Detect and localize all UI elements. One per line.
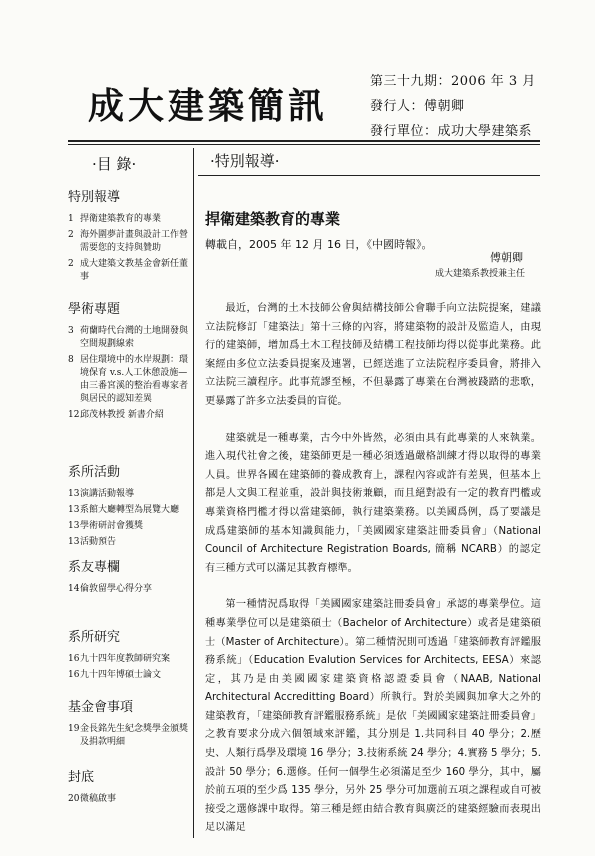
toc-item-text: 海外圍夢計畫與設計工作營需要您的支持與贊助: [80, 230, 189, 253]
toc-item[interactable]: [68, 354, 190, 406]
toc-item[interactable]: [68, 793, 190, 806]
toc-item[interactable]: [68, 669, 190, 682]
toc-item-page: 14: [68, 584, 80, 594]
toc-item[interactable]: [68, 258, 190, 284]
toc-item[interactable]: [68, 504, 190, 517]
toc-item[interactable]: [68, 325, 190, 351]
article-author: 傅朝卿: [490, 251, 523, 264]
publisher-line: 發行人：傅朝卿: [370, 99, 465, 114]
toc-section: [68, 298, 190, 425]
toc-item[interactable]: [68, 653, 190, 666]
article-paragraph: 建築就是一種專業，古今中外皆然，必須由具有此專業的人來執業。進入現代社會之後，建築師更是一種必須透過嚴格訓練才得以取得的專業人員。世界各國在建築師的養成教育上，課程內容或許有差異，但基本上都是人文與工程並重，設計與技術兼顧，而且絕對設有一定的教育門檻或專業資格門檻才得以當建築師，執行建築業務。以美國爲例，爲了要議是成爲建築師的基本知識與能力，「美國國家建築註冊委員會」（National Council of Architecture Registration Boards, 簡稱 NCARB）的認定有三種方式可以滿足其教育標準。: [205, 432, 541, 574]
toc-item[interactable]: [68, 723, 190, 749]
toc-section-title: 系所活動: [68, 465, 121, 480]
toc-item-text: 微稿啟事: [80, 794, 117, 804]
article-body: [205, 300, 541, 856]
toc-item-text: 居住環境中的水岸規劃：環境保育 v.s.人工休憩設施—由三番宮溪的整治看專家者與居民的認知差異: [80, 355, 189, 404]
toc-item-page: 2: [68, 259, 74, 269]
article-title: 捍衛建築教育的專業: [205, 210, 341, 228]
toc-item-page: 13: [68, 521, 80, 531]
toc-heading: ·目 錄·: [92, 155, 137, 173]
toc-item-page: 20: [68, 794, 80, 804]
issue-line: 第三十九期：2006 年 3 月: [370, 74, 536, 89]
toc-item-text: 金長銘先生紀念獎學金頒獎及捐款明細: [80, 724, 189, 747]
article-author-title: 成大建築系教授兼主任: [435, 269, 526, 279]
toc-section: [68, 696, 190, 752]
publishing-unit-line: 發行單位：成功大學建築系: [370, 124, 533, 139]
masthead-rule-top: [68, 140, 540, 142]
toc-item-page: 3: [68, 326, 74, 336]
toc-item-text: 學術研討會獲獎: [80, 521, 144, 531]
feature-heading-rule: [198, 175, 540, 176]
feature-heading: ·特別報導·: [210, 152, 280, 170]
toc-item[interactable]: [68, 213, 190, 226]
toc-section: [68, 766, 190, 809]
article-source: 轉載自，2005 年 12 月 16 日，《中國時報》。: [205, 238, 433, 251]
column-divider: [193, 148, 194, 838]
toc-item-text: 九十四年度教師研究案: [80, 654, 171, 664]
toc-item-page: 1: [68, 214, 74, 224]
toc-item[interactable]: [68, 488, 190, 501]
toc-section-title: 學術專題: [68, 302, 121, 317]
toc-item-page: 12: [68, 410, 80, 420]
toc-item-text: 九十四年博碩士論文: [80, 670, 162, 680]
toc-section-title: 系所研究: [68, 630, 121, 645]
toc-item-text: 倫敦留學心得分享: [80, 584, 153, 594]
toc-item[interactable]: [68, 583, 190, 596]
toc-item-page: 16: [68, 654, 80, 664]
toc-section: [68, 186, 190, 287]
toc-item-page: 19: [68, 724, 80, 734]
toc-item-page: 13: [68, 489, 80, 499]
toc-item[interactable]: [68, 409, 190, 422]
toc-section-title: 系友專欄: [68, 560, 121, 575]
toc-item[interactable]: [68, 536, 190, 549]
toc-section: [68, 626, 190, 685]
toc-item-text: 邱茂林教授 新書介紹: [80, 410, 164, 420]
toc-item-page: 13: [68, 505, 80, 515]
toc-item-text: 演講活動報導: [80, 489, 135, 499]
toc-item-text: 成大建築文教基金會新任董事: [80, 259, 189, 282]
masthead-rule-bottom: [68, 144, 540, 145]
toc-item-page: 2: [68, 230, 74, 240]
toc-section-title: 基金會事項: [68, 700, 134, 715]
article-paragraph: 第一種情況爲取得「美國國家建築註冊委員會」承認的專業學位。這種專業學位可以是建築碩士（Bachelor of Architecture）或者是建築碩士（Master of Architecture）。第二種情況則可透過「建築師教育評鑑服務系統」（Education Evalution Services for Architects, EESA）來認定，其乃是由美國國家建築資格認證委員會（NAAB, National Architectural Accreditting Board）所執行。對於美國與加拿大之外的建築教育，「建築師教育評鑑服務系統」是依「美國國家建築註冊委員會」之教育要求分成六個領域來評鑑，其分別是 1.共同科目 40 學分；2.歷史、人類行爲學及環境 16 學分；3.技術系統 24 學分；4.實務 5 學分；5.設計 50 學分；6.選修。任何一個學生必須滿足至少 160 學分，其中，屬於前五項的至少爲 135 學分，另外 25 學分可加選前五項之課程或自可被接受之選修課中取得。第三種是經由結合教育與廣泛的建築經驗而表現出足以滿足: [205, 599, 541, 834]
toc-section: [68, 461, 190, 552]
toc-item-text: 荷蘭時代台灣的土地開發與空間規劃線索: [80, 326, 189, 349]
toc-item-page: 16: [68, 670, 80, 680]
toc-section-title: 特別報導: [68, 190, 121, 205]
toc-item-text: 活動預告: [80, 537, 117, 547]
newsletter-title: 成大建築簡訊: [88, 85, 329, 127]
toc-item-text: 捍衛建築教育的專業: [80, 214, 162, 224]
toc-section-title: 封底: [68, 770, 95, 785]
toc-item[interactable]: [68, 229, 190, 255]
toc-item-page: 8: [68, 355, 74, 365]
toc-item-page: 13: [68, 537, 80, 547]
toc-item-text: 系館大廳轉型為展覽大廳: [80, 505, 180, 515]
article-paragraph: 最近，台灣的土木技師公會與結構技師公會聯手向立法院提案，建議立法院修訂「建築法」第十三條的內容，將建築物的設計及監造人，由現行的建築師，增加爲土木工程技師及結構工程技師均得以從事此業務。此案經由多位立法委員提案及連署，已經送進了立法院程序委員會，將排入立法院三讀程序。此事荒謬至極，不但暴露了專業在台灣被踐踏的悲歌，更暴露了許多立法委員的盲從。: [205, 303, 541, 407]
toc-item[interactable]: [68, 520, 190, 533]
toc-section: [68, 556, 190, 599]
